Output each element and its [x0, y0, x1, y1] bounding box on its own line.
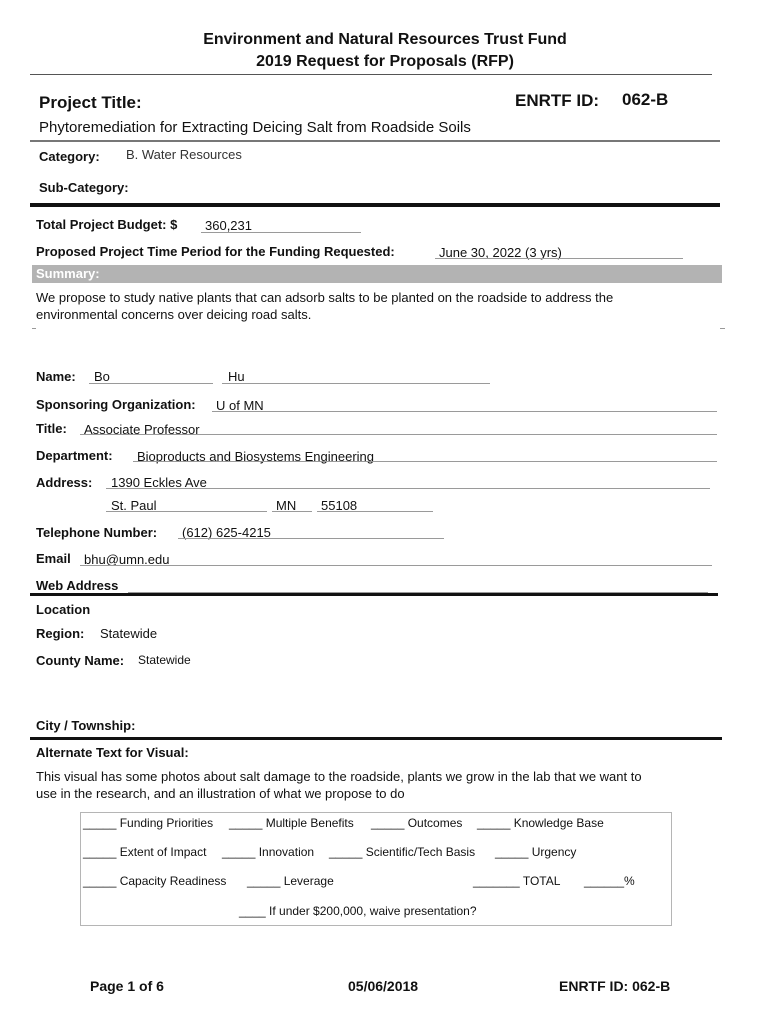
location-divider [30, 737, 722, 740]
email-value: bhu@umn.edu [84, 552, 170, 567]
score-leverage: _____ Leverage [247, 874, 334, 888]
project-title-label: Project Title: [39, 93, 142, 112]
score-capacity-readiness: _____ Capacity Readiness [83, 874, 227, 888]
region-label: Region: [36, 626, 85, 641]
budget-value: 360,231 [205, 218, 252, 233]
county-label: County Name: [36, 653, 125, 668]
title-value: Associate Professor [84, 422, 200, 437]
title-label: Title: [36, 421, 67, 436]
category-label: Category: [39, 149, 100, 164]
score-urgency: _____ Urgency [495, 845, 577, 859]
score-innovation: _____ Innovation [222, 845, 315, 859]
footer-enrtf-id: ENRTF ID: 062-B [559, 978, 671, 994]
subcategory-label: Sub-Category: [39, 180, 129, 195]
summary-text-line1: We propose to study native plants that can adsorb salts to be planted on the roadside to address the [36, 290, 614, 305]
sponsoring-org-label: Sponsoring Organization: [36, 397, 196, 412]
score-multiple-benefits: _____ Multiple Benefits [229, 816, 354, 830]
section-divider [30, 203, 720, 207]
region-value: Statewide [100, 626, 158, 641]
budget-label: Total Project Budget: $ [36, 217, 178, 232]
summary-text-line2: environmental concerns over deicing road salts. [36, 307, 312, 322]
location-heading: Location [36, 602, 91, 617]
last-name-underline [222, 383, 490, 384]
score-percent: ______% [584, 874, 635, 888]
address-label: Address: [36, 475, 93, 490]
footer-date: 05/06/2018 [348, 978, 419, 994]
budget-underline [201, 232, 361, 233]
score-funding-priorities: _____ Funding Priorities [83, 816, 214, 830]
telephone-value: (612) 625-4215 [182, 525, 271, 540]
footer-page-number: Page 1 of 6 [90, 978, 164, 994]
department-underline [133, 461, 717, 462]
state-underline [272, 511, 312, 512]
time-period-underline [435, 258, 683, 259]
title-underline [80, 434, 717, 435]
summary-header-bar [32, 265, 722, 283]
title-divider [30, 140, 720, 142]
sponsoring-org-underline [212, 411, 717, 412]
summary-end-mark-right [720, 328, 725, 329]
score-scientific-tech-basis: _____ Scientific/Tech Basis [329, 845, 476, 859]
time-period-label: Proposed Project Time Period for the Funding Requested: [36, 244, 395, 259]
state-value: MN [276, 498, 297, 513]
summary-label: Summary: [36, 266, 100, 281]
enrtf-id-value: 062-B [622, 90, 669, 109]
project-title-value: Phytoremediation for Extracting Deicing Salt from Roadside Soils [39, 119, 471, 136]
enrtf-id-label: ENRTF ID: [515, 91, 600, 110]
alt-text-line2: use in the research, and an illustration of what we propose to do [36, 786, 405, 801]
street-value: 1390 Eckles Ave [111, 475, 207, 490]
alt-text-line1: This visual has some photos about salt damage to the roadside, plants we grow in the lab that we want to [36, 769, 642, 784]
city-value: St. Paul [111, 498, 157, 513]
department-value: Bioproducts and Biosystems Engineering [137, 449, 375, 464]
scoring-box [80, 812, 672, 926]
county-value: Statewide [138, 653, 191, 667]
city-underline [106, 511, 267, 512]
first-name-value: Bo [94, 369, 110, 384]
score-extent-of-impact: _____ Extent of Impact [83, 845, 207, 859]
score-knowledge-base: _____ Knowledge Base [477, 816, 604, 830]
first-name-underline [89, 383, 213, 384]
city-township-label: City / Township: [36, 718, 136, 733]
telephone-underline [178, 538, 444, 539]
sponsoring-org-value: U of MN [216, 398, 264, 413]
email-label: Email [36, 551, 71, 566]
alt-text-label: Alternate Text for Visual: [36, 745, 189, 760]
score-total: _______ TOTAL [473, 874, 561, 888]
last-name-value: Hu [228, 369, 245, 384]
department-label: Department: [36, 448, 113, 463]
header-divider [30, 74, 712, 75]
time-period-value: June 30, 2022 (3 yrs) [439, 245, 562, 260]
zip-value: 55108 [321, 498, 358, 513]
web-address-label: Web Address [36, 578, 119, 593]
street-underline [106, 488, 710, 489]
score-outcomes: _____ Outcomes [371, 816, 463, 830]
summary-end-mark-left [32, 328, 36, 329]
document-subtitle: 2019 Request for Proposals (RFP) [256, 53, 514, 70]
name-label: Name: [36, 369, 76, 384]
waive-presentation: ____ If under $200,000, waive presentation? [239, 904, 477, 918]
contact-divider [30, 593, 718, 596]
zip-underline [317, 511, 433, 512]
document-title: Environment and Natural Resources Trust Fund [203, 31, 567, 48]
telephone-label: Telephone Number: [36, 525, 158, 540]
email-underline [80, 565, 712, 566]
category-value: B. Water Resources [126, 147, 242, 162]
